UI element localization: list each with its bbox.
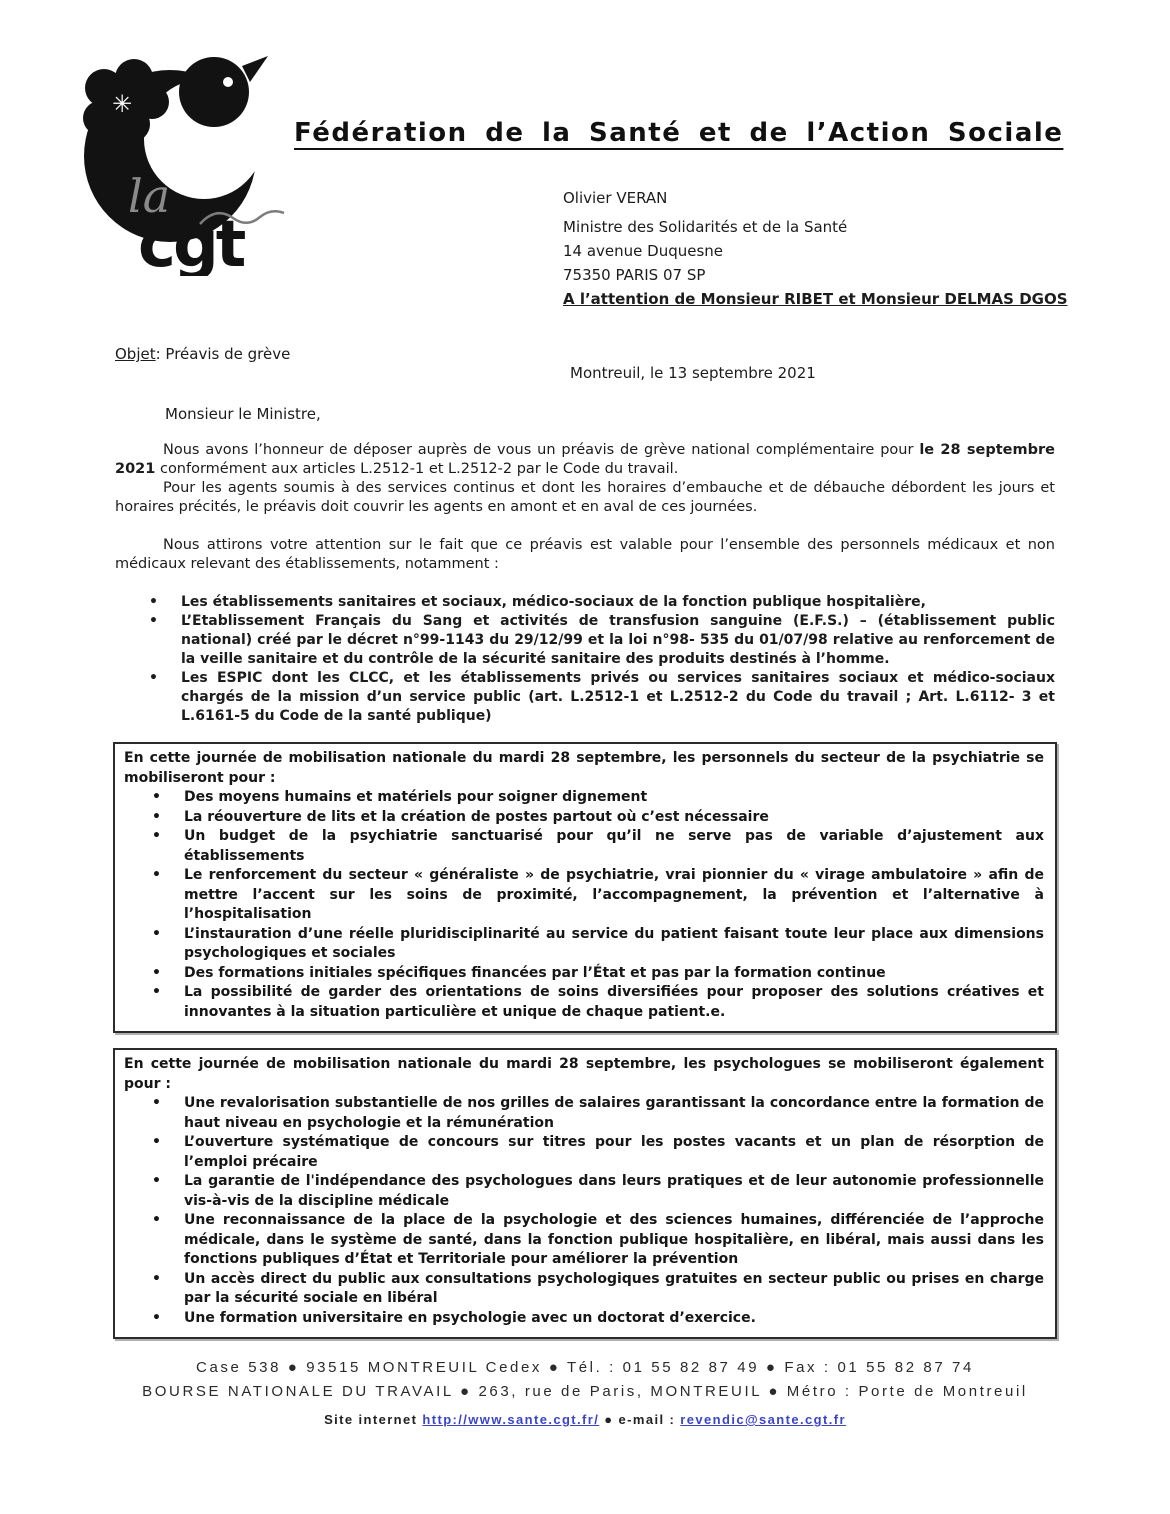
salutation: Monsieur le Ministre, [165,405,321,423]
psychologues-box-heading: En cette journée de mobilisation nationale du mardi 28 septembre, les psychologues se mobiliseront également pour : [124,1056,1044,1092]
demand-item: • La réouverture de lits et la création de postes partout où c’est nécessaire [124,808,1044,828]
psychologues-demands-list [124,1094,1044,1328]
psychologues-demands-box [113,1048,1057,1339]
psychiatrie-demands-box [113,742,1057,1033]
strike-date-bold: le 28 septembre 2021 [115,442,1055,477]
footer-address-line2: BOURSE NATIONALE DU TRAVAIL ● 263, rue de Paris, MONTREUIL ● Métro : Porte de Montreuil [142,1383,1028,1400]
letterhead-footer [0,1356,1170,1427]
demand-item: • Des moyens humains et matériels pour soigner dignement [124,788,1044,808]
footer-contact-line [0,1412,1170,1427]
page-title: Fédération de la Santé et de l’Action Sociale [294,118,1064,148]
establishment-item: • Les ESPIC dont les CLCC, et les établissements privés ou services sanitaires sociaux et médico-sociaux chargés de la mission d’un service public (art. L.2512-1 et L.2512-2 du Code du travail ; Art. L.6112- 3 et L.6161-5 du Code de la santé publique) [115,669,1055,726]
date-line: Montreuil, le 13 septembre 2021 [570,364,816,382]
flower-star-glyph: ✳ [112,90,133,118]
email-colon: : [669,1412,676,1427]
demand-item: • Des formations initiales spécifiques financées par l’État et pas par la formation continue [124,964,1044,984]
establishment-item: • Les établissements sanitaires et sociaux, médico-sociaux de la fonction publique hospitalière, [115,593,1055,612]
demand-item: • L’instauration d’une réelle pluridisciplinarité au service du patient faisant toute leur place aux dimensions psychologiques et sociales [124,925,1044,964]
demand-item: • L’ouverture systématique de concours sur titres pour les postes vacants et un plan de résorption de l’emploi précaire [124,1133,1044,1172]
footer-separator: ● [604,1412,614,1427]
website-link[interactable]: http://www.sante.cgt.fr/ [422,1412,600,1427]
email-label: e-mail [618,1412,665,1427]
demand-item: • Une formation universitaire en psychologie avec un doctorat d’exercice. [124,1309,1044,1329]
demand-item: • Un accès direct du public aux consultations psychologiques gratuites en secteur public ou prises en charge par la sécurité sociale en libéral [124,1270,1044,1309]
paragraph-preavis [115,441,1055,479]
recipient-role: Ministre des Solidarités et de la Santé [563,218,848,236]
paragraph-services-continus: Pour les agents soumis à des services continus et dont les horaires d’embauche et de débauche débordent les jours et horaires précités, le préavis doit couvrir les agents en amont et en aval de ces journées. [115,480,1055,515]
establishment-item: • L’Etablissement Français du Sang et activités de transfusion sanguine (E.F.S.) – (établissement public national) créé par le décret n°99-1143 du 29/12/99 et la loi n°98- 535 du 01/07/98 relative au renforcement de la veille sanitaire et du contrôle de la sécurité sanitaire des produits destinés à l’homme. [115,612,1055,669]
demand-item: • Une reconnaissance de la place de la psychologie et des sciences humaines, différenciée de l’approche médicale, dans le système de santé, dans la fonction publique hospitalière, en libéral, mais aussi dans les fonctions publiques d’État et Territoriale pour améliorer la prévention [124,1211,1044,1270]
footer-address-line1: Case 538 ● 93515 MONTREUIL Cedex ● Tél. : 01 55 82 87 49 ● Fax : 01 55 82 87 74 [196,1359,974,1376]
letter-paragraphs [115,441,1055,726]
establishments-list [115,593,1055,726]
psychiatrie-box-heading: En cette journée de mobilisation nationale du mardi 28 septembre, les personnels du secteur de la psychiatrie se mobiliseront pour : [124,750,1044,786]
paragraph-preavis-end: conformément aux articles L.2512-1 et L.2512-2 par le Code du travail. [155,461,679,477]
subject-line [115,345,1170,363]
cgt-logo [52,36,302,276]
demand-item: • Le renforcement du secteur « généraliste » de psychiatrie, vrai pionnier du « virage ambulatoire » afin de mettre l’accent sur les soins de proximité, l’accompagnement, la prévention et l’alternative à l’hospitalisation [124,866,1044,925]
subject-label: Objet [115,345,156,363]
demand-item: • La possibilité de garder des orientations de soins diversifiées pour proposer des solutions créatives et innovantes à la situation particulière et unique de chaque patient.e. [124,983,1044,1022]
attention-line: A l’attention de Monsieur RIBET et Monsieur DELMAS DGOS [563,290,1068,308]
recipient-address-street: 14 avenue Duquesne [563,242,724,260]
recipient-address-city: 75350 PARIS 07 SP [563,266,706,284]
psychiatrie-demands-list [124,788,1044,1022]
logo-script-la: la [128,169,171,223]
logo-wordmark: cgt [138,208,244,276]
email-link[interactable]: revendic@sante.cgt.fr [680,1412,846,1427]
subject-value: : Préavis de grève [155,345,291,363]
paragraph-preavis-text: Nous avons l’honneur de déposer auprès de vous un préavis de grève national complémentaire pour [163,442,920,458]
site-label: Site internet [324,1412,418,1427]
demand-item: • La garantie de l'indépendance des psychologues dans leurs pratiques et de leur autonomie professionnelle vis-à-vis de la discipline médicale [124,1172,1044,1211]
demand-item: • Une revalorisation substantielle de nos grilles de salaires garantissant la concordance entre la formation de haut niveau en psychologie et la rémunération [124,1094,1044,1133]
cgt-dove-icon [52,36,302,276]
recipient-name: Olivier VERAN [563,189,668,207]
demand-item: • Un budget de la psychiatrie sanctuarisé pour qu’il ne serve pas de variable d’ajustement aux établissements [124,827,1044,866]
recipient-block [563,186,1079,312]
paragraph-attention: Nous attirons votre attention sur le fait que ce préavis est valable pour l’ensemble des personnels médicaux et non médicaux relevant des établissements, notamment : [115,537,1055,572]
